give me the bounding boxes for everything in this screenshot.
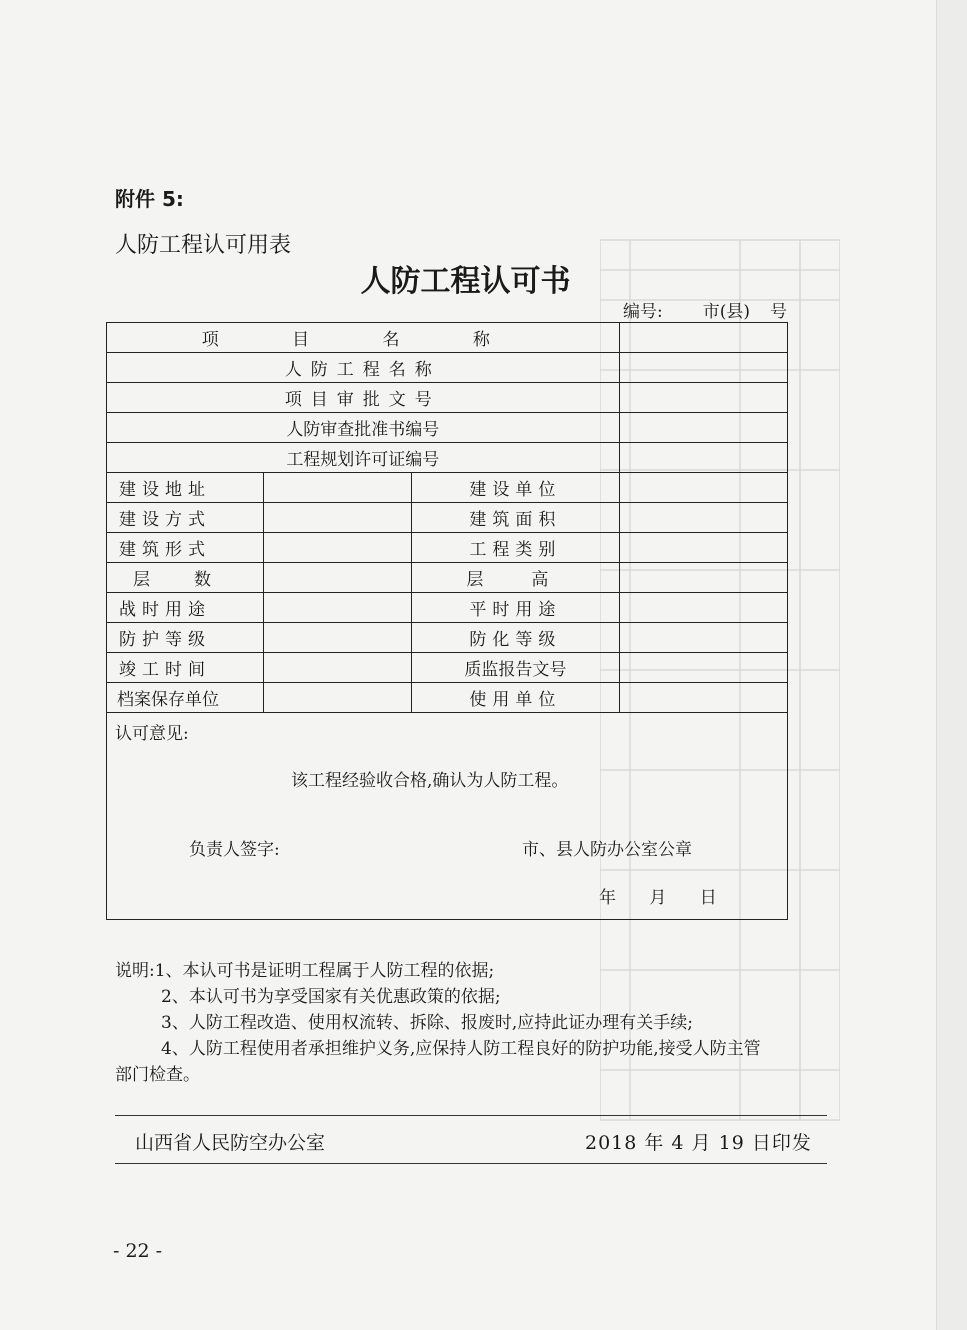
field-pair-row xyxy=(107,683,788,713)
field-pair-row xyxy=(107,563,788,593)
field-value[interactable] xyxy=(619,563,787,593)
field-value[interactable] xyxy=(619,653,787,683)
field-label: 建筑面积 xyxy=(412,503,619,533)
date-label: 年 月 日 xyxy=(599,888,731,908)
project-row xyxy=(107,443,788,473)
signature-label: 负责人签字: xyxy=(189,840,280,860)
field-value[interactable] xyxy=(619,503,787,533)
field-value[interactable] xyxy=(264,473,412,503)
field-value[interactable] xyxy=(264,503,412,533)
serial-city: 市(县) xyxy=(702,302,750,322)
field-label: 建设地址 xyxy=(107,473,264,503)
field-label: 建设方式 xyxy=(107,503,264,533)
project-row-value[interactable] xyxy=(619,353,787,383)
footer-rule-bottom xyxy=(115,1163,827,1164)
document-title xyxy=(0,256,967,300)
note-line: 3、人防工程改造、使用权流转、拆除、报废时,应持此证办理有关手续; xyxy=(161,1013,693,1033)
serial-number xyxy=(623,297,787,322)
opinion-cell[interactable] xyxy=(107,713,788,920)
project-header-row xyxy=(107,323,788,353)
project-row xyxy=(107,353,788,383)
footer-rule-top xyxy=(115,1115,827,1116)
attachment-label: 附件 5: xyxy=(115,187,184,211)
opinion-text: 该工程经验收合格,确认为人防工程。 xyxy=(291,771,569,791)
project-row-value[interactable] xyxy=(619,443,787,473)
form-subtitle: 人防工程认可用表 xyxy=(115,233,292,258)
scan-edge xyxy=(936,0,967,1330)
field-value[interactable] xyxy=(264,623,412,653)
issuer-name: 山西省人民防空办公室 xyxy=(135,1132,326,1154)
project-row-label: 工程规划许可证编号 xyxy=(107,443,620,473)
project-header-cell: 项 目 名 称 xyxy=(107,323,620,353)
field-pair-row xyxy=(107,653,788,683)
field-pair-row xyxy=(107,533,788,563)
field-value[interactable] xyxy=(619,533,787,563)
project-row-label: 项目审批文号 xyxy=(107,383,620,413)
issue-date: 2018 年 4 月 19 日印发 xyxy=(585,1132,812,1154)
field-value[interactable] xyxy=(619,683,787,713)
field-value[interactable] xyxy=(619,623,787,653)
approval-form-table xyxy=(106,322,788,920)
field-label: 层数 xyxy=(107,563,264,593)
field-label: 工程类别 xyxy=(412,533,619,563)
opinion-label: 认可意见: xyxy=(115,724,189,744)
field-value[interactable] xyxy=(619,593,787,623)
field-label: 战时用途 xyxy=(107,593,264,623)
field-label: 防护等级 xyxy=(107,623,264,653)
field-label: 建设单位 xyxy=(412,473,619,503)
project-row xyxy=(107,383,788,413)
field-pair-row xyxy=(107,623,788,653)
opinion-row xyxy=(107,713,788,920)
field-value[interactable] xyxy=(264,683,412,713)
field-value[interactable] xyxy=(264,653,412,683)
notes-section xyxy=(115,958,835,1088)
project-row-value[interactable] xyxy=(619,413,787,443)
note-line: 部门检查。 xyxy=(115,1065,200,1085)
serial-suffix: 号 xyxy=(770,302,787,322)
field-label: 防化等级 xyxy=(412,623,619,653)
document-title-text: 人防工程认可书 xyxy=(360,264,571,299)
field-label: 平时用途 xyxy=(412,593,619,623)
field-pair-row xyxy=(107,473,788,503)
project-row-label: 人防审查批准书编号 xyxy=(107,413,620,443)
project-row xyxy=(107,413,788,443)
field-value[interactable] xyxy=(264,533,412,563)
field-label: 使用单位 xyxy=(412,683,619,713)
seal-label: 市、县人防办公室公章 xyxy=(522,840,692,860)
project-header-value[interactable] xyxy=(619,323,787,353)
field-value[interactable] xyxy=(619,473,787,503)
field-pair-row xyxy=(107,503,788,533)
field-value[interactable] xyxy=(264,593,412,623)
field-label: 建筑形式 xyxy=(107,533,264,563)
page-number: - 22 - xyxy=(113,1240,163,1262)
project-row-value[interactable] xyxy=(619,383,787,413)
field-label: 档案保存单位 xyxy=(107,683,264,713)
note-line: 2、本认可书为享受国家有关优惠政策的依据; xyxy=(161,987,501,1007)
note-line: 说明:1、本认可书是证明工程属于人防工程的依据; xyxy=(115,961,495,981)
note-line: 4、人防工程使用者承担维护义务,应保持人防工程良好的防护功能,接受人防主管 xyxy=(161,1039,761,1059)
project-row-label: 人防工程名称 xyxy=(107,353,620,383)
serial-label: 编号: xyxy=(623,302,663,322)
field-label: 质监报告文号 xyxy=(412,653,619,683)
field-pair-row xyxy=(107,593,788,623)
field-value[interactable] xyxy=(264,563,412,593)
field-label: 层高 xyxy=(412,563,619,593)
field-label: 竣工时间 xyxy=(107,653,264,683)
